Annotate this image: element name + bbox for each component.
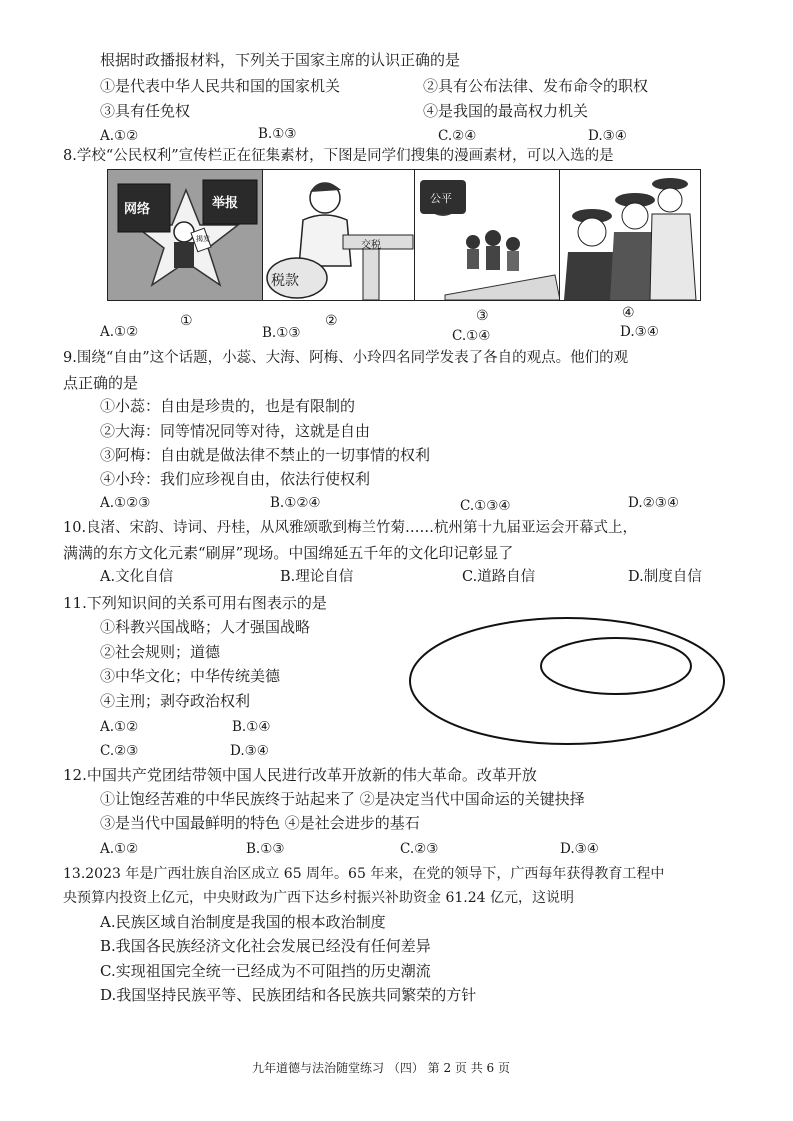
q11-statement-2: ②社会规则；道德 — [100, 643, 221, 661]
q7-option-d: D.③④ — [588, 128, 627, 144]
comic-police-illustration — [560, 170, 700, 300]
q7-statement-3: ③具有任免权 — [100, 102, 191, 120]
panel2-bag-label: 税款 — [271, 273, 299, 289]
q12-option-c: C.②③ — [400, 841, 439, 857]
q9-stem-line1: 9.围绕“自由”这个话题，小蕊、大海、阿梅、小玲四名同学发表了各自的观点。他们的观 — [63, 350, 629, 366]
q13-option-b: B.我国各民族经济文化社会发展已经没有任何差异 — [100, 937, 431, 955]
comic-panel-4 — [559, 169, 701, 301]
q11-statement-4: ④主刑；剥夺政治权利 — [100, 692, 251, 710]
q12-stem: 12.中国共产党团结带领中国人民进行改革开放新的伟大革命。改革开放 — [63, 766, 537, 784]
q9-statement-2: ②大海：同等情况同等对待，这就是自由 — [100, 422, 371, 440]
q12-statements-1-2: ①让饱经苦难的中华民族终于站起来了 ②是决定当代中国命运的关键抉择 — [100, 790, 585, 808]
q12-option-d: D.③④ — [560, 841, 599, 857]
comic-report-illustration — [108, 170, 263, 300]
q8-option-d: D.③④ — [620, 324, 659, 340]
panel-number-3: ③ — [476, 308, 489, 324]
q13-option-c: C.实现祖国完全统一已经成为不可阻挡的历史潮流 — [100, 962, 431, 980]
panel1-report-label: 举报 — [212, 196, 239, 211]
panel-number-2: ② — [325, 313, 338, 329]
q9-option-b: B.①②④ — [270, 495, 321, 511]
q11-option-d: D.③④ — [230, 743, 269, 759]
q7-option-a: A.①② — [100, 128, 139, 144]
q13-stem-line1: 13.2023 年是广西壮族自治区成立 65 周年。65 年来，在党的领导下，广西每年获得教育工程中 — [63, 866, 665, 882]
q9-stem-line2: 点正确的是 — [63, 374, 139, 392]
q11-option-b: B.①④ — [232, 719, 271, 735]
q7-option-c: C.②④ — [438, 128, 477, 144]
q10-option-d: D.制度自信 — [628, 569, 702, 585]
q10-stem-line1: 10.良渚、宋韵、诗词、丹桂，从风雅颂歌到梅兰竹菊……杭州第十九届亚运会开幕式上， — [63, 520, 638, 536]
inner-ellipse — [541, 638, 691, 694]
q7-statement-2: ②具有公布法律、发布命令的职权 — [423, 77, 649, 95]
q12-option-a: A.①② — [100, 841, 139, 857]
q12-option-b: B.①③ — [246, 841, 285, 857]
q10-option-c: C.道路自信 — [462, 569, 536, 585]
q8-option-b: B.①③ — [262, 325, 301, 341]
q10-stem-line2: 满满的东方文化元素“刷屏”现场。中国绵延五千年的文化印记彰显了 — [63, 544, 514, 562]
q9-option-d: D.②③④ — [628, 495, 679, 511]
q7-option-b: B.①③ — [258, 126, 297, 142]
q10-option-b: B.理论自信 — [280, 569, 354, 585]
q11-statement-1: ①科教兴国战略；人才强国战略 — [100, 618, 311, 636]
q13-stem-line2: 央预算内投资上亿元，中央财政为广西下达乡村振兴补助资金 61.24 亿元，这说明 — [63, 890, 574, 906]
outer-ellipse — [410, 618, 724, 744]
q7-statement-1: ①是代表中华人民共和国的国家机关 — [100, 77, 341, 95]
comic-panel-2 — [262, 169, 416, 301]
page-footer: 九年道德与法治随堂练习 （四） 第 2 页 共 6 页 — [252, 1061, 510, 1075]
panel-number-1: ① — [180, 313, 193, 329]
panel3-balance-label: 公平 — [430, 192, 452, 205]
q11-statement-3: ③中华文化；中华传统美德 — [100, 667, 281, 685]
q9-statement-4: ④小玲：我们应珍视自由，依法行使权利 — [100, 470, 371, 488]
q9-statement-1: ①小蕊：自由是珍贵的，也是有限制的 — [100, 397, 356, 415]
q7-stem: 根据时政播报材料，下列关于国家主席的认识正确的是 — [100, 51, 461, 69]
panel-number-4: ④ — [622, 305, 635, 321]
q9-option-a: A.①②③ — [100, 495, 151, 511]
q11-option-a: A.①② — [100, 719, 139, 735]
comic-panel-1 — [107, 169, 264, 301]
q13-option-a: A.民族区域自治制度是我国的根本政治制度 — [100, 913, 386, 931]
q8-option-a: A.①② — [100, 324, 139, 340]
q8-option-c: C.①④ — [452, 328, 491, 344]
panel2-sign-label: 交税 — [361, 240, 381, 251]
q8-stem: 8.学校“公民权利”宣传栏正在征集素材，下图是同学们搜集的漫画素材，可以入选的是 — [63, 148, 614, 164]
q7-statement-4: ④是我国的最高权力机关 — [423, 102, 589, 120]
q11-option-c: C.②③ — [100, 743, 139, 759]
panel1-tag: 揭发 — [196, 235, 210, 243]
nested-ellipse-diagram — [400, 605, 730, 765]
q10-option-a: A.文化自信 — [100, 569, 174, 585]
panel1-network-label: 网络 — [124, 202, 151, 217]
q12-statements-3-4: ③是当代中国最鲜明的特色 ④是社会进步的基石 — [100, 814, 420, 832]
q13-option-d: D.我国坚持民族平等、民族团结和各民族共同繁荣的方针 — [100, 986, 477, 1004]
comic-panel-3 — [414, 169, 561, 301]
q11-stem: 11.下列知识间的关系可用右图表示的是 — [63, 594, 327, 612]
q9-option-c: C.①③④ — [460, 498, 511, 514]
q9-statement-3: ③阿梅：自由就是做法律不禁止的一切事情的权利 — [100, 446, 431, 464]
